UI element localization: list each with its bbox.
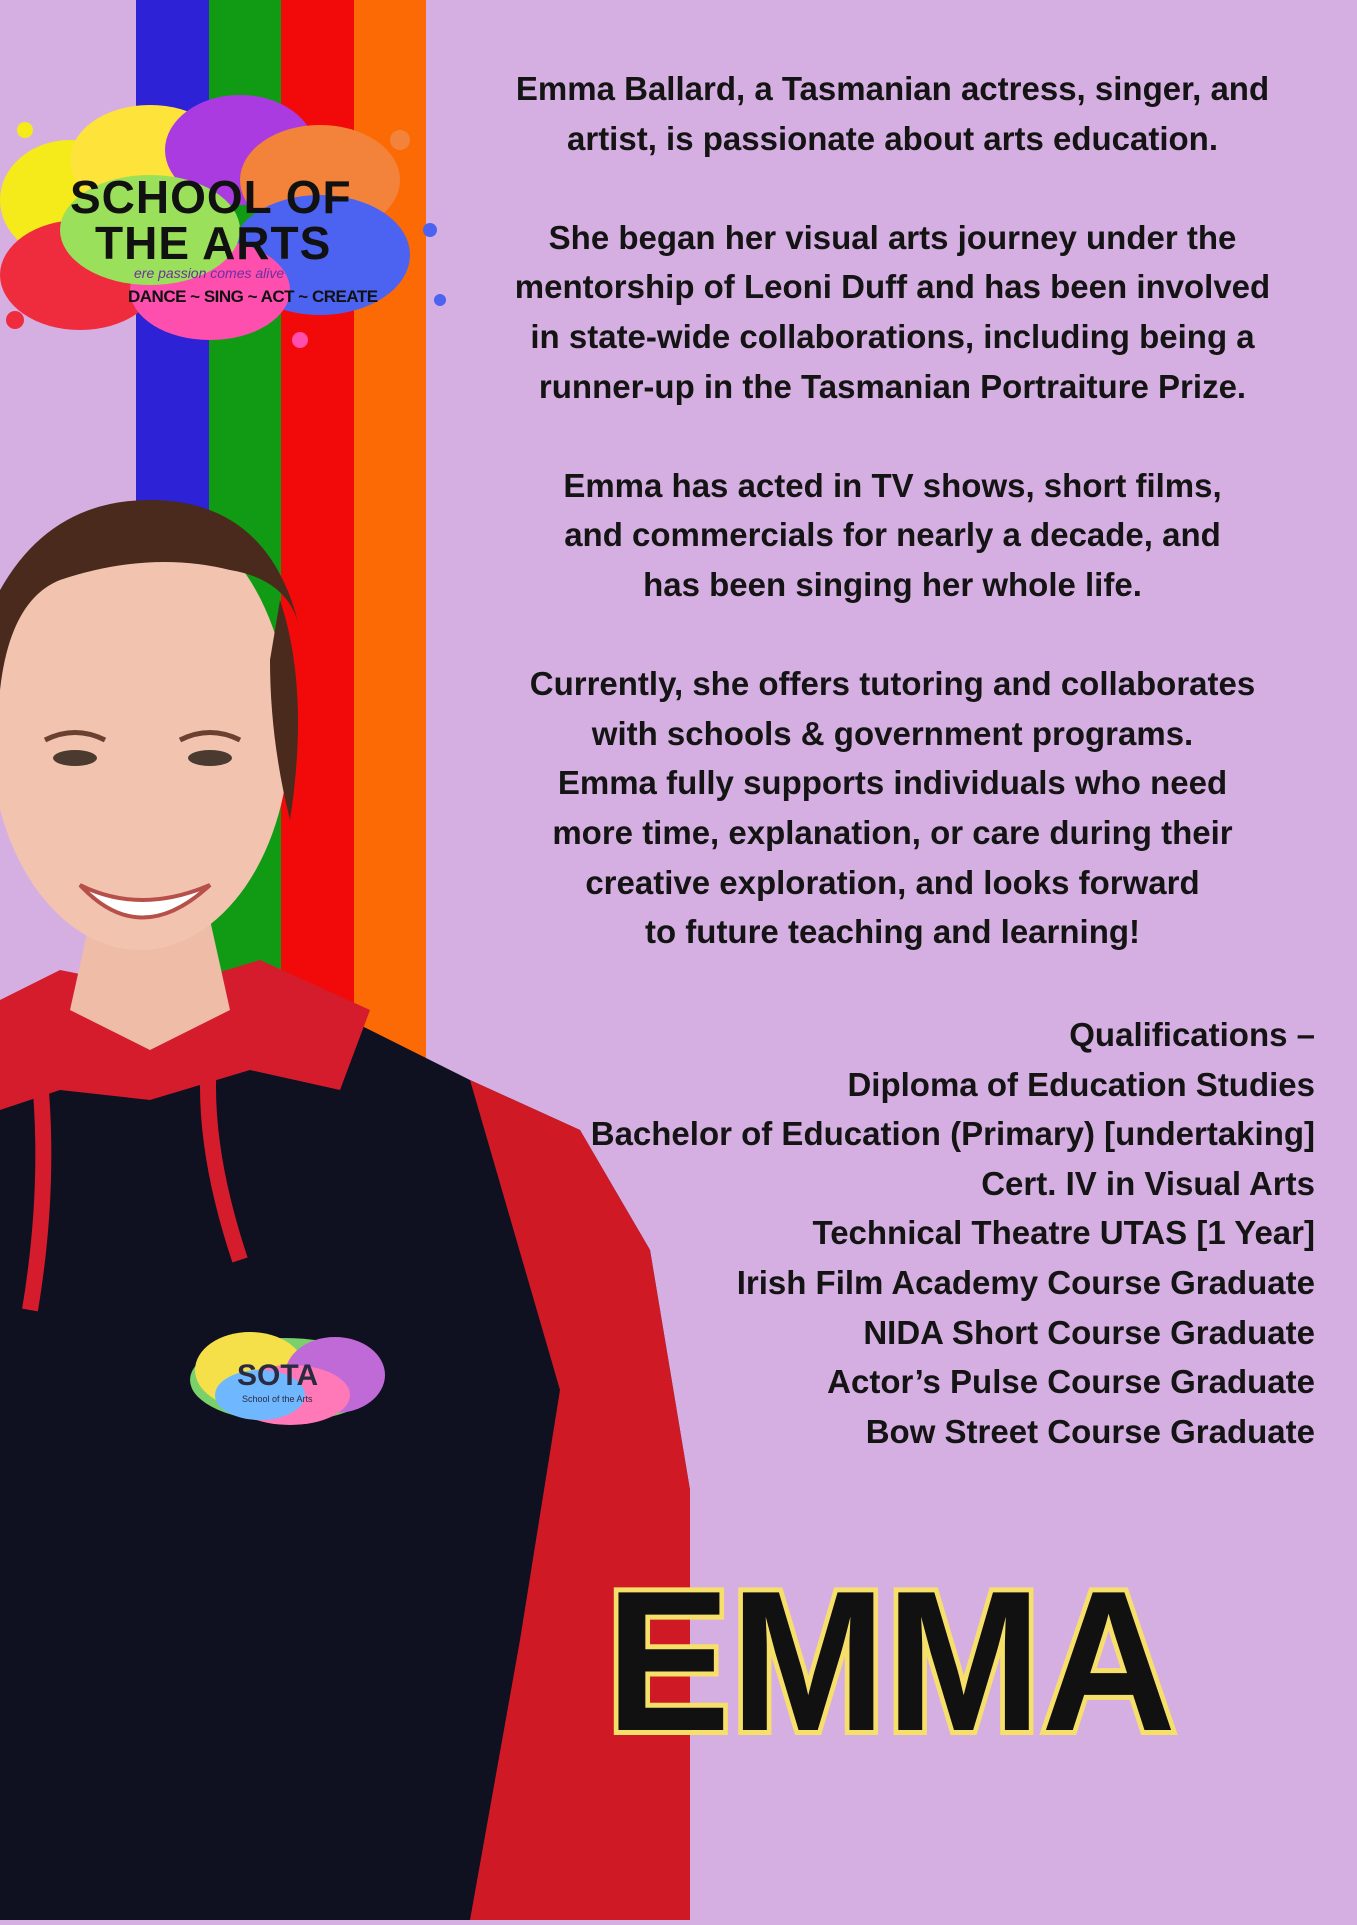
name-title-graphic <box>594 1560 1189 1765</box>
badge-subtext: School of the Arts <box>242 1394 313 1404</box>
logo-tagline: ere passion comes alive <box>134 265 285 281</box>
bio-line: mentorship of Leoni Duff and has been involved <box>514 268 1271 306</box>
qualification-item: NIDA Short Course Graduate <box>863 1313 1315 1351</box>
bio-line: has been singing her whole life. <box>643 565 1142 603</box>
bio-line: with schools & government programs. <box>591 714 1194 752</box>
bio-text <box>470 64 1315 1006</box>
bio-line: Emma fully supports individuals who need <box>557 764 1228 802</box>
bio-paragraph-3 <box>470 461 1315 610</box>
bio-paragraph-2 <box>470 213 1315 411</box>
bio-line: Emma has acted in TV shows, short films, <box>563 466 1222 504</box>
qualification-item: Cert. IV in Visual Arts <box>981 1164 1315 1202</box>
name-title: EMMA <box>606 1560 1176 1765</box>
qualifications-heading: Qualifications – <box>1069 1016 1315 1053</box>
bio-line: to future teaching and learning! <box>644 913 1141 951</box>
bio-line: artist, is passionate about arts education. <box>567 119 1218 157</box>
badge-text: SOTA <box>237 1359 319 1392</box>
bio-line: in state-wide collaborations, including being a <box>530 317 1255 355</box>
bio-line: creative exploration, and looks forward <box>585 863 1200 901</box>
logo-title-line2: THE ARTS <box>95 217 332 269</box>
qualification-item: Actor’s Pulse Course Graduate <box>827 1363 1315 1401</box>
qualifications-list <box>591 1010 1315 1456</box>
bio-line: runner-up in the Tasmanian Portraiture Prize. <box>538 367 1247 405</box>
qualification-item: Diploma of Education Studies <box>847 1065 1315 1103</box>
logo-subtitle: DANCE ~ SING ~ ACT ~ CREATE <box>128 287 378 306</box>
bio-paragraph-4 <box>470 659 1315 957</box>
qualification-item: Bow Street Course Graduate <box>865 1412 1315 1450</box>
bio-line: She began her visual arts journey under the <box>548 218 1237 256</box>
qualification-item: Bachelor of Education (Primary) [undertaking] <box>590 1115 1315 1153</box>
qualification-item: Irish Film Academy Course Graduate <box>736 1263 1315 1301</box>
bio-line: more time, explanation, or care during their <box>552 813 1233 851</box>
qualification-item: Technical Theatre UTAS [1 Year] <box>812 1214 1315 1252</box>
logo-title-line1: SCHOOL OF <box>70 171 352 223</box>
bio-line: Currently, she offers tutoring and collaborates <box>529 665 1256 703</box>
bio-paragraph-1 <box>470 64 1315 163</box>
bio-line: and commercials for nearly a decade, and <box>564 516 1221 554</box>
bio-line: Emma Ballard, a Tasmanian actress, singer, and <box>515 70 1270 107</box>
